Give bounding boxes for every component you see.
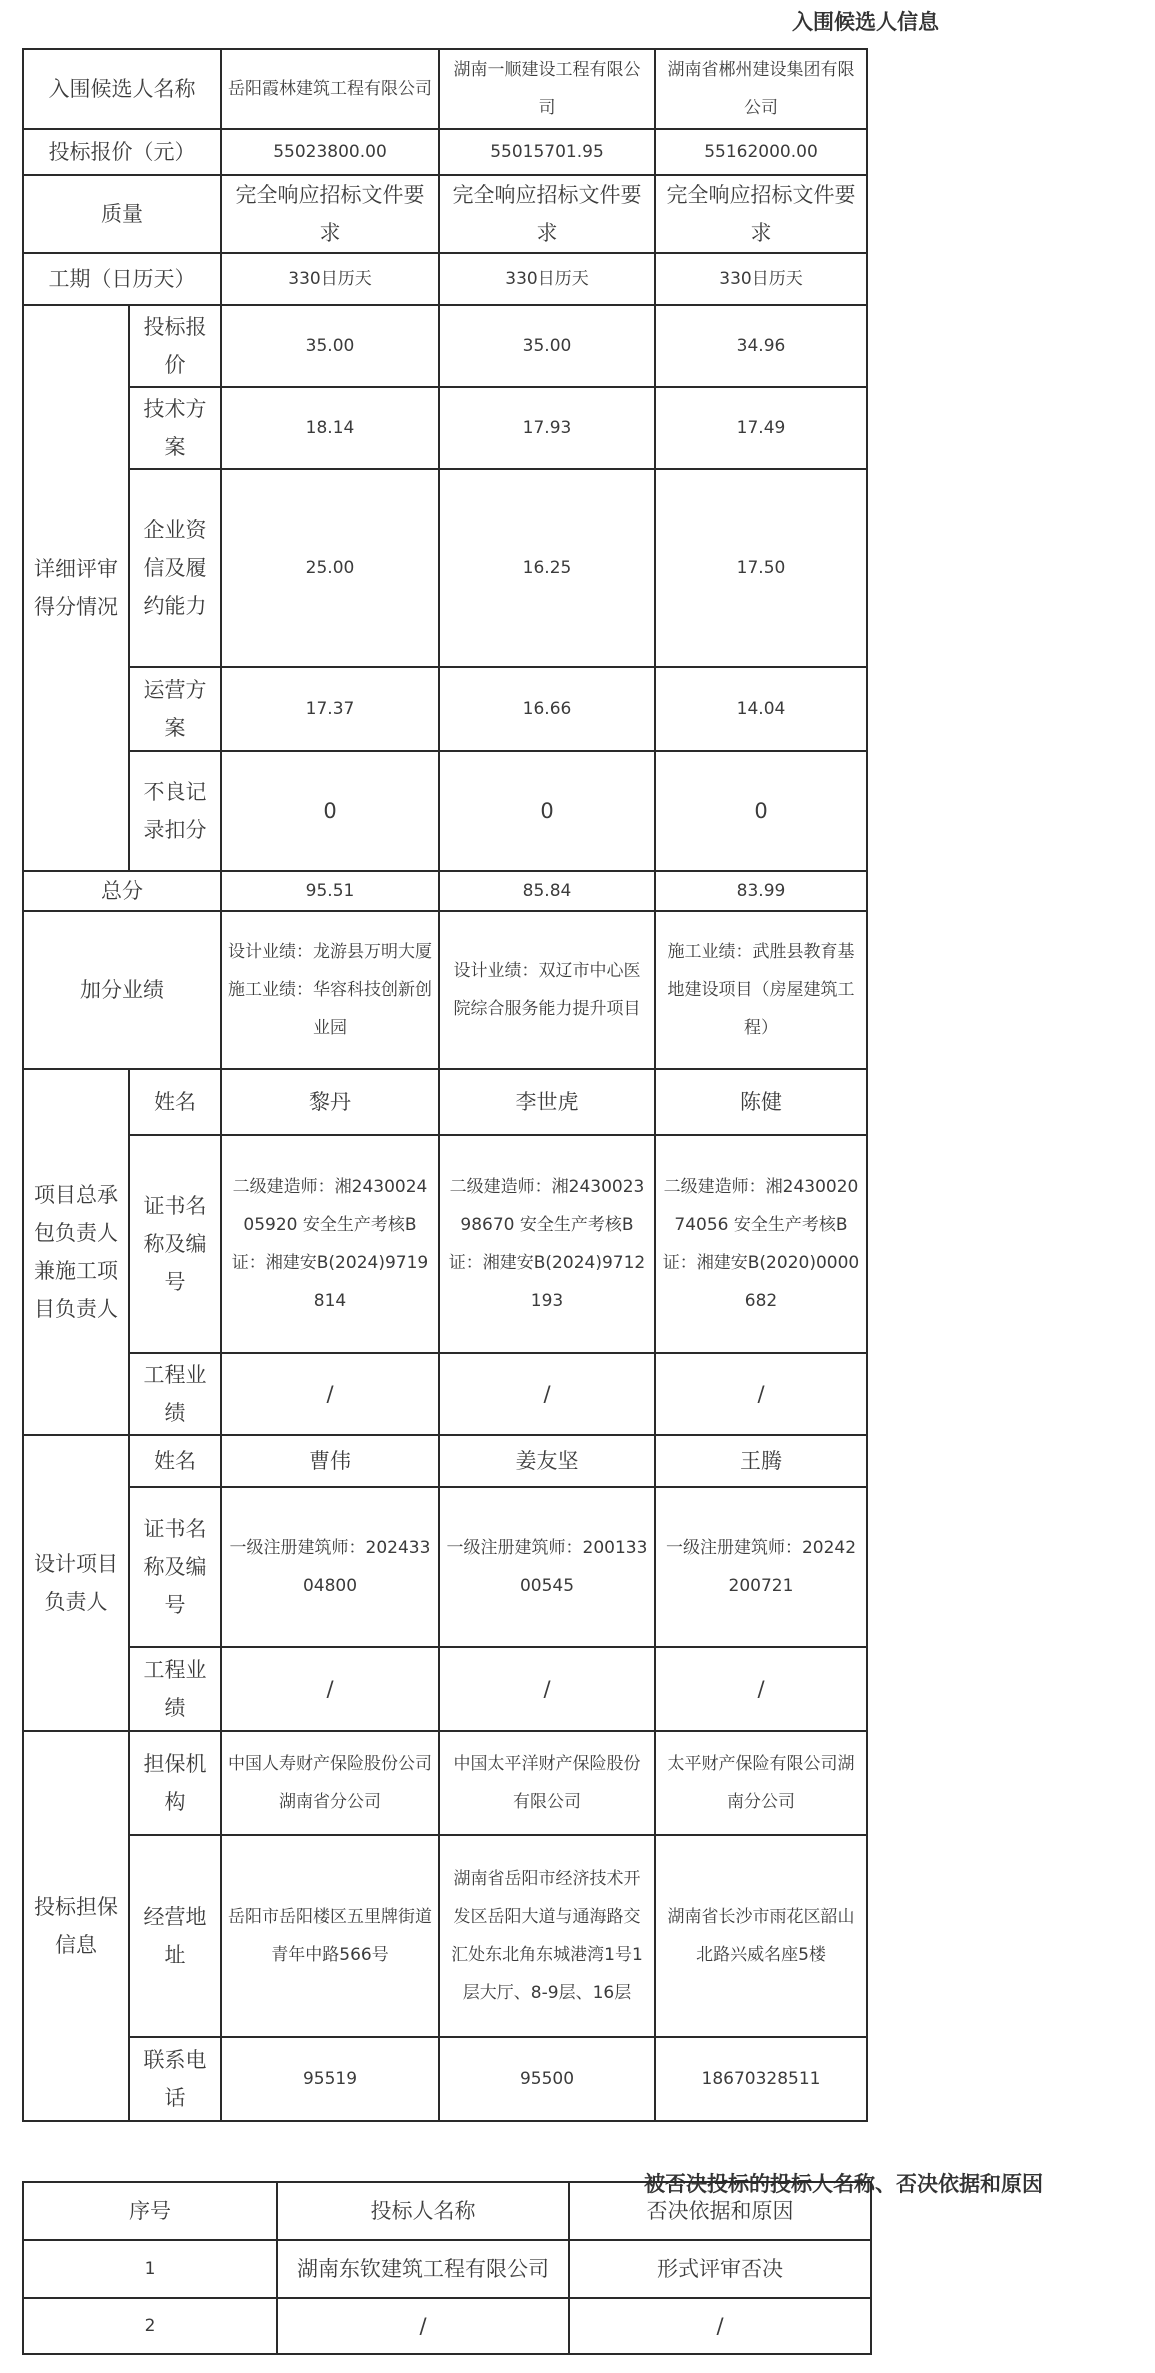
label-design-manager: 设计项目负责人 [23, 1435, 129, 1731]
cell-bidder-1-total: 95.51 [221, 871, 439, 911]
cell-bidder-2-score-ops: 16.66 [439, 667, 655, 751]
row-score-ops [23, 667, 867, 751]
cell-bidder-1-address: 岳阳市岳阳楼区五里牌街道青年中路566号 [221, 1835, 439, 2037]
cell-bidder-1-period: 330日历天 [221, 253, 439, 305]
cell-bidder-2-design-perf: / [439, 1647, 655, 1731]
rejected-title: 被否决投标的投标人名称、否决依据和原因 [644, 2171, 1043, 2196]
cell-bidder-2-address: 湖南省岳阳市经济技术开发区岳阳大道与通海路交汇处东北角东城港湾1号1层大厅、8-9层、16层 [439, 1835, 655, 2037]
cell-row-1-name: 湖南东钦建筑工程有限公司 [277, 2240, 569, 2298]
header-no: 序号 [23, 2182, 277, 2240]
label-score-penalty: 不良记录扣分 [129, 751, 221, 871]
cell-bidder-2-guarantor: 中国太平洋财产保险股份有限公司 [439, 1731, 655, 1835]
cell-bidder-3-design-cert: 一级注册建筑师：20242200721 [655, 1487, 867, 1647]
cell-bidder-3-total: 83.99 [655, 871, 867, 911]
row-score-credit [23, 469, 867, 667]
label-score-bid: 投标报价 [129, 305, 221, 387]
header-bidder-name: 投标人名称 [277, 2182, 569, 2240]
rejected-header-row [23, 2182, 871, 2240]
cell-bidder-1-bid: 55023800.00 [221, 129, 439, 175]
label-detail-scores: 详细评审得分情况 [23, 305, 129, 871]
label-pm-perf: 工程业绩 [129, 1353, 221, 1435]
cell-bidder-3-guarantor: 太平财产保险有限公司湖南分公司 [655, 1731, 867, 1835]
cell-bidder-1-pm-cert: 二级建造师：湘243002405920 安全生产考核B证：湘建安B(2024)9719814 [221, 1135, 439, 1353]
cell-bidder-2-score-credit: 16.25 [439, 469, 655, 667]
cell-bidder-1-pm-name: 黎丹 [221, 1069, 439, 1135]
label-phone: 联系电话 [129, 2037, 221, 2121]
cell-bidder-2-phone: 95500 [439, 2037, 655, 2121]
cell-bidder-3-pm-name: 陈健 [655, 1069, 867, 1135]
row-candidate-name [23, 49, 867, 129]
label-guarantor: 担保机构 [129, 1731, 221, 1835]
cell-bidder-2-total: 85.84 [439, 871, 655, 911]
cell-bidder-3-score-ops: 14.04 [655, 667, 867, 751]
label-design-cert: 证书名称及编号 [129, 1487, 221, 1647]
candidates-table [22, 48, 868, 2122]
cell-bidder-3-period: 330日历天 [655, 253, 867, 305]
cell-bidder-1-score-bid: 35.00 [221, 305, 439, 387]
label-score-ops: 运营方案 [129, 667, 221, 751]
row-design-name [23, 1435, 867, 1487]
cell-row-2-no: 2 [23, 2298, 277, 2354]
cell-bidder-2-score-bid: 35.00 [439, 305, 655, 387]
label-score-credit: 企业资信及履约能力 [129, 469, 221, 667]
row-total [23, 871, 867, 911]
cell-bidder-1-design-cert: 一级注册建筑师：20243304800 [221, 1487, 439, 1647]
row-bid-price [23, 129, 867, 175]
cell-bidder-3-design-name: 王腾 [655, 1435, 867, 1487]
table-row [23, 2240, 871, 2298]
label-quality: 质量 [23, 175, 221, 253]
row-bonus [23, 911, 867, 1069]
row-score-bid [23, 305, 867, 387]
row-address [23, 1835, 867, 2037]
cell-bidder-2-score-penalty: 0 [439, 751, 655, 871]
candidates-title: 入围候选人信息 [792, 9, 939, 34]
label-total: 总分 [23, 871, 221, 911]
cell-bidder-2-period: 330日历天 [439, 253, 655, 305]
cell-bidder-3-name: 湖南省郴州建设集团有限公司 [655, 49, 867, 129]
row-quality [23, 175, 867, 253]
cell-bidder-3-quality: 完全响应招标文件要求 [655, 175, 867, 253]
cell-bidder-3-phone: 18670328511 [655, 2037, 867, 2121]
cell-bidder-1-name: 岳阳霞林建筑工程有限公司 [221, 49, 439, 129]
cell-bidder-1-design-name: 曹伟 [221, 1435, 439, 1487]
row-pm-name [23, 1069, 867, 1135]
label-address: 经营地址 [129, 1835, 221, 2037]
header-reason: 否决依据和原因 [569, 2182, 871, 2240]
label-period: 工期（日历天） [23, 253, 221, 305]
cell-bidder-3-pm-cert: 二级建造师：湘243002074056 安全生产考核B证：湘建安B(2020)0000682 [655, 1135, 867, 1353]
cell-bidder-2-design-name: 姜友坚 [439, 1435, 655, 1487]
label-project-manager: 项目总承包负责人兼施工项目负责人 [23, 1069, 129, 1435]
row-period [23, 253, 867, 305]
cell-row-2-reason: / [569, 2298, 871, 2354]
cell-bidder-2-pm-perf: / [439, 1353, 655, 1435]
cell-bidder-1-pm-perf: / [221, 1353, 439, 1435]
cell-bidder-2-score-tech: 17.93 [439, 387, 655, 469]
cell-bidder-2-name: 湖南一顺建设工程有限公司 [439, 49, 655, 129]
cell-bidder-1-bonus: 设计业绩：龙游县万明大厦 施工业绩：华容科技创新创业园 [221, 911, 439, 1069]
cell-bidder-1-score-credit: 25.00 [221, 469, 439, 667]
cell-bidder-1-phone: 95519 [221, 2037, 439, 2121]
rejected-table [22, 2181, 872, 2355]
cell-bidder-2-pm-name: 李世虎 [439, 1069, 655, 1135]
cell-bidder-1-design-perf: / [221, 1647, 439, 1731]
cell-bidder-3-design-perf: / [655, 1647, 867, 1731]
label-bonus: 加分业绩 [23, 911, 221, 1069]
cell-row-1-no: 1 [23, 2240, 277, 2298]
cell-bidder-3-address: 湖南省长沙市雨花区韶山北路兴威名座5楼 [655, 1835, 867, 2037]
cell-bidder-1-quality: 完全响应招标文件要求 [221, 175, 439, 253]
cell-bidder-1-guarantor: 中国人寿财产保险股份公司湖南省分公司 [221, 1731, 439, 1835]
cell-row-1-reason: 形式评审否决 [569, 2240, 871, 2298]
row-phone [23, 2037, 867, 2121]
cell-bidder-3-bid: 55162000.00 [655, 129, 867, 175]
cell-bidder-3-score-tech: 17.49 [655, 387, 867, 469]
table-row [23, 2298, 871, 2354]
cell-bidder-1-score-penalty: 0 [221, 751, 439, 871]
label-design-name: 姓名 [129, 1435, 221, 1487]
cell-bidder-3-score-bid: 34.96 [655, 305, 867, 387]
cell-bidder-2-bid: 55015701.95 [439, 129, 655, 175]
label-score-tech: 技术方案 [129, 387, 221, 469]
cell-bidder-2-pm-cert: 二级建造师：湘243002398670 安全生产考核B证：湘建安B(2024)9712193 [439, 1135, 655, 1353]
cell-row-2-name: / [277, 2298, 569, 2354]
row-guarantor [23, 1731, 867, 1835]
row-design-cert [23, 1487, 867, 1647]
row-score-tech [23, 387, 867, 469]
label-guarantee: 投标担保信息 [23, 1731, 129, 2121]
cell-bidder-3-score-credit: 17.50 [655, 469, 867, 667]
label-bid-price: 投标报价（元） [23, 129, 221, 175]
row-pm-perf [23, 1353, 867, 1435]
row-score-penalty [23, 751, 867, 871]
cell-bidder-2-quality: 完全响应招标文件要求 [439, 175, 655, 253]
cell-bidder-1-score-tech: 18.14 [221, 387, 439, 469]
cell-bidder-2-design-cert: 一级注册建筑师：20013300545 [439, 1487, 655, 1647]
label-pm-cert: 证书名称及编号 [129, 1135, 221, 1353]
label-candidate-name: 入围候选人名称 [23, 49, 221, 129]
row-pm-cert [23, 1135, 867, 1353]
cell-bidder-3-bonus: 施工业绩：武胜县教育基地建设项目（房屋建筑工程） [655, 911, 867, 1069]
row-design-perf [23, 1647, 867, 1731]
label-pm-name: 姓名 [129, 1069, 221, 1135]
label-design-perf: 工程业绩 [129, 1647, 221, 1731]
cell-bidder-1-score-ops: 17.37 [221, 667, 439, 751]
cell-bidder-3-score-penalty: 0 [655, 751, 867, 871]
cell-bidder-3-pm-perf: / [655, 1353, 867, 1435]
cell-bidder-2-bonus: 设计业绩：双辽市中心医院综合服务能力提升项目 [439, 911, 655, 1069]
